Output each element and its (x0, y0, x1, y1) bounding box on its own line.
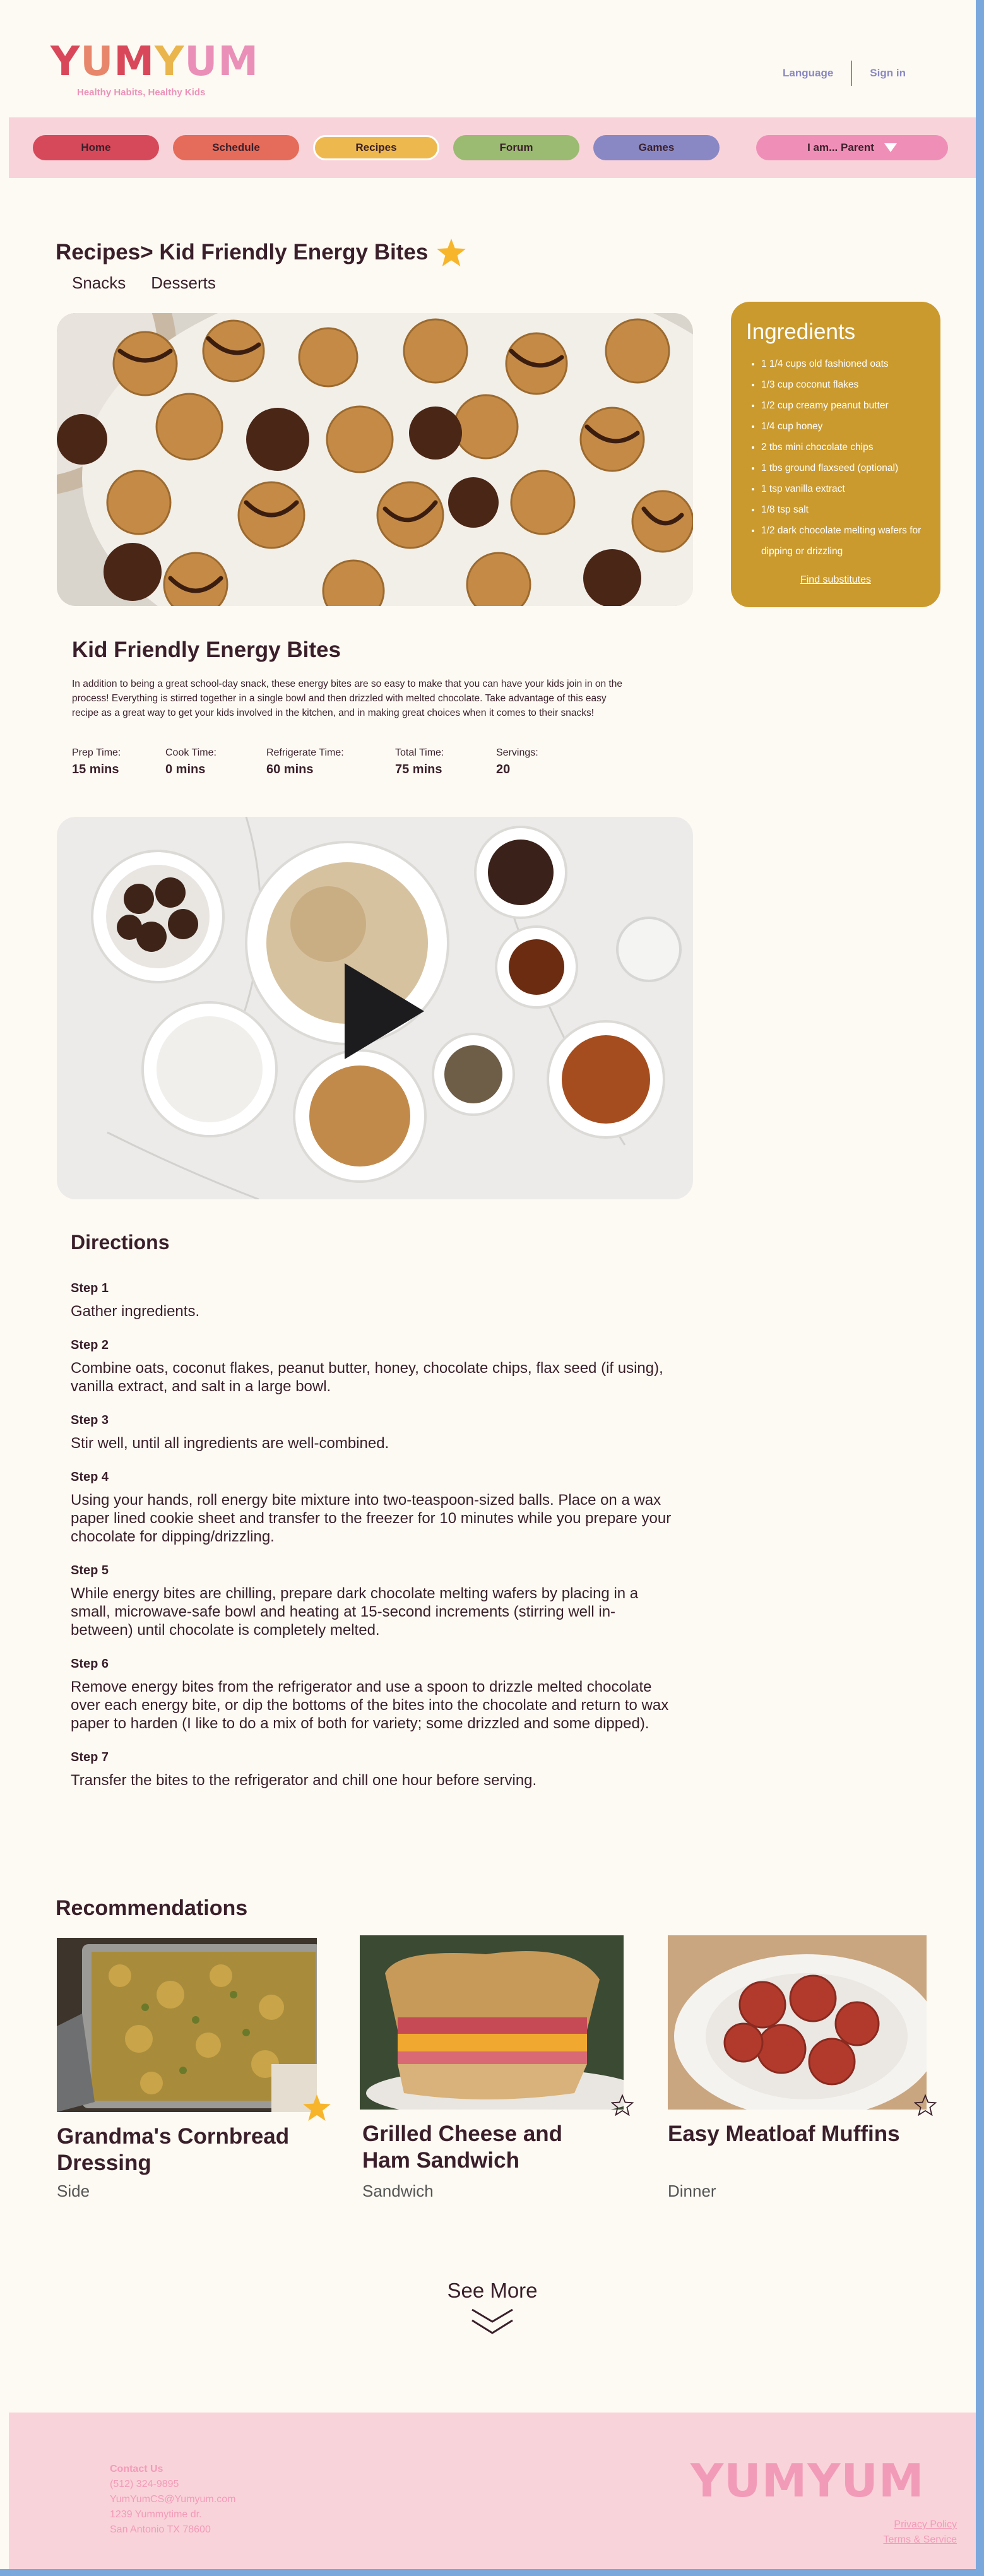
contact-address-line1: 1239 Yummytime dr. (110, 2509, 202, 2520)
logo-wordmark: YUMYUM (50, 39, 259, 85)
time-label: Servings: (496, 747, 538, 758)
recommendation-category: Sandwich (362, 2181, 434, 2200)
prep-time (72, 747, 165, 777)
terms-link[interactable]: Terms & Service (883, 2534, 957, 2545)
refrigerate-time (266, 747, 395, 777)
step-text: Gather ingredients. (71, 1303, 200, 1320)
direction-step (71, 1470, 677, 1546)
find-substitutes-link[interactable]: Find substitutes (800, 574, 872, 585)
language-link[interactable]: Language (783, 67, 834, 79)
directions-title: Directions (71, 1231, 170, 1254)
contact-title: Contact Us (110, 2464, 163, 2474)
energy-bites-illustration (57, 313, 693, 606)
time-label: Total Time: (395, 747, 444, 758)
window-edge-bottom (0, 2569, 984, 2576)
cornbread-dressing-illustration (57, 1938, 317, 2112)
breadcrumb: Recipes> Kid Friendly Energy Bites (56, 240, 429, 264)
footer-contact (110, 2462, 235, 2537)
nav-recipes[interactable]: Recipes (313, 135, 439, 160)
recommendation-title[interactable]: Grandma's Cornbread Dressing (57, 2124, 290, 2175)
contact-address-line2: San Antonio TX 78600 (110, 2524, 211, 2535)
recommendation-image[interactable] (668, 1935, 927, 2110)
favorite-star-icon[interactable] (437, 239, 466, 266)
step-text: Using your hands, roll energy bite mixture into two-teaspoon-sized balls. Place on a wax paper lined cookie sheet and transfer to the freezer for 10 minutes while you prepare your chocolate for dipping/drizzling. (71, 1492, 672, 1545)
direction-step (71, 1657, 677, 1733)
main-nav (9, 117, 976, 178)
step-text: Transfer the bites to the refrigerator and chill one hour before serving. (71, 1772, 537, 1789)
ingredient-item: • 1/3 cup coconut flakes (761, 374, 925, 395)
ingredient-item: • 1 1/4 cups old fashioned oats (761, 353, 925, 374)
direction-step (71, 1564, 677, 1639)
role-selector-label: I am... Parent (807, 141, 874, 153)
time-value: 0 mins (165, 763, 206, 776)
time-value: 15 mins (72, 763, 119, 776)
direction-step (71, 1413, 677, 1452)
favorite-star-outline-icon[interactable] (611, 2094, 634, 2116)
step-text: Stir well, until all ingredients are well-combined. (71, 1435, 389, 1452)
direction-step (71, 1338, 677, 1396)
nav-schedule[interactable]: Schedule (173, 135, 299, 160)
direction-step (71, 1750, 677, 1790)
cook-time (165, 747, 266, 777)
time-value: 75 mins (395, 763, 442, 776)
time-value: 20 (496, 763, 511, 776)
servings (496, 747, 584, 777)
ingredient-item: • 2 tbs mini chocolate chips (761, 437, 925, 458)
step-text: While energy bites are chilling, prepare dark chocolate melting wafers by placing in a small, microwave-safe bowl and heating at 15-second increments (stirring well in-between) until chocolate is completely melted. (71, 1585, 639, 1639)
recipe-description: In addition to being a great school-day snack, these energy bites are so easy to make that you can have your kids join in on the process! Everything is stirred together in a single bowl and then drizzled with melted chocolate. Take advantage of this easy recipe as a great way to get your kids involved in the kitchen, and in making great choices when it comes to their snacks! (72, 679, 622, 718)
ingredient-item: • 1/2 cup creamy peanut butter (761, 395, 925, 416)
recommendation-category: Side (57, 2181, 90, 2200)
step-text: Combine oats, coconut flakes, peanut butter, honey, chocolate chips, flax seed (if using), vanilla extract, and salt in a large bowl. (71, 1360, 663, 1395)
privacy-policy-link[interactable]: Privacy Policy (894, 2519, 957, 2530)
see-more-button[interactable] (442, 2279, 543, 2341)
tag-desserts[interactable]: Desserts (151, 273, 216, 292)
contact-email[interactable]: YumYumCS@Yumyum.com (110, 2494, 236, 2505)
favorite-star-outline-icon[interactable] (914, 2094, 937, 2116)
ingredient-item: • 1/8 tsp salt (761, 499, 925, 520)
recommendation-title[interactable]: Easy Meatloaf Muffins (668, 2122, 900, 2146)
footer-logo[interactable]: YUMYUM (691, 2454, 925, 2507)
time-label: Cook Time: (165, 747, 216, 758)
meatloaf-muffins-illustration (668, 1935, 927, 2110)
recommendation-image[interactable] (57, 1938, 317, 2112)
time-label: Refrigerate Time: (266, 747, 344, 758)
step-label: Step 3 (71, 1413, 109, 1427)
step-label: Step 6 (71, 1657, 109, 1671)
nav-games[interactable]: Games (593, 135, 720, 160)
ingredients-title: Ingredients (746, 319, 856, 344)
footer-links (884, 2517, 957, 2548)
recommendation-title[interactable]: Grilled Cheese and Ham Sandwich (362, 2122, 563, 2173)
recipe-video[interactable] (57, 817, 693, 1199)
recommendation-category: Dinner (668, 2181, 716, 2200)
grilled-cheese-illustration (360, 1935, 624, 2110)
ingredient-item: • 1/4 cup honey (761, 416, 925, 437)
recipe-hero-image (57, 313, 693, 606)
role-selector[interactable] (756, 135, 948, 160)
logo-tagline: Healthy Habits, Healthy Kids (77, 87, 206, 98)
ingredient-item: • 1 tbs ground flaxseed (optional) (761, 458, 925, 478)
nav-forum[interactable]: Forum (453, 135, 579, 160)
directions-list (71, 1281, 677, 1807)
step-label: Step 4 (71, 1470, 109, 1484)
step-label: Step 5 (71, 1564, 109, 1577)
recommendation-image[interactable] (360, 1935, 624, 2110)
step-label: Step 1 (71, 1281, 109, 1295)
recipe-name: Kid Friendly Energy Bites (72, 638, 341, 662)
see-more-label: See More (447, 2279, 538, 2302)
ingredients-list (746, 353, 925, 562)
time-value: 60 mins (266, 763, 314, 776)
top-links-divider (851, 61, 852, 86)
direction-step (71, 1281, 677, 1321)
ingredients-card (731, 302, 940, 607)
total-time (395, 747, 496, 777)
chevron-down-icon (884, 143, 897, 152)
nav-home[interactable]: Home (33, 135, 159, 160)
sign-in-link[interactable]: Sign in (870, 67, 906, 79)
recommendations-title: Recommendations (56, 1896, 248, 1920)
step-label: Step 2 (71, 1338, 109, 1352)
page-title (56, 239, 466, 266)
favorite-star-icon[interactable] (303, 2094, 331, 2121)
recipe-times (72, 747, 584, 777)
ingredient-item: • 1/2 dark chocolate melting wafers for dipping or drizzling (761, 520, 925, 562)
footer (9, 2413, 976, 2569)
contact-phone[interactable]: (512) 324-9895 (110, 2479, 179, 2490)
ingredients-video-thumbnail (57, 817, 693, 1199)
time-label: Prep Time: (72, 747, 121, 758)
logo[interactable] (50, 39, 259, 98)
top-links (783, 61, 906, 86)
step-text: Remove energy bites from the refrigerator and use a spoon to drizzle melted chocolate over each energy bite, or dip the bottoms of the bites into the chocolate and return to wax paper to harden (I like to do a mix of both for variety; some drizzled and some dipped). (71, 1678, 669, 1732)
step-label: Step 7 (71, 1750, 109, 1764)
recipe-tags (72, 273, 216, 293)
tag-snacks[interactable]: Snacks (72, 273, 126, 292)
double-chevron-down-icon (470, 2308, 514, 2336)
ingredient-item: • 1 tsp vanilla extract (761, 478, 925, 499)
window-edge-right (976, 0, 984, 2576)
